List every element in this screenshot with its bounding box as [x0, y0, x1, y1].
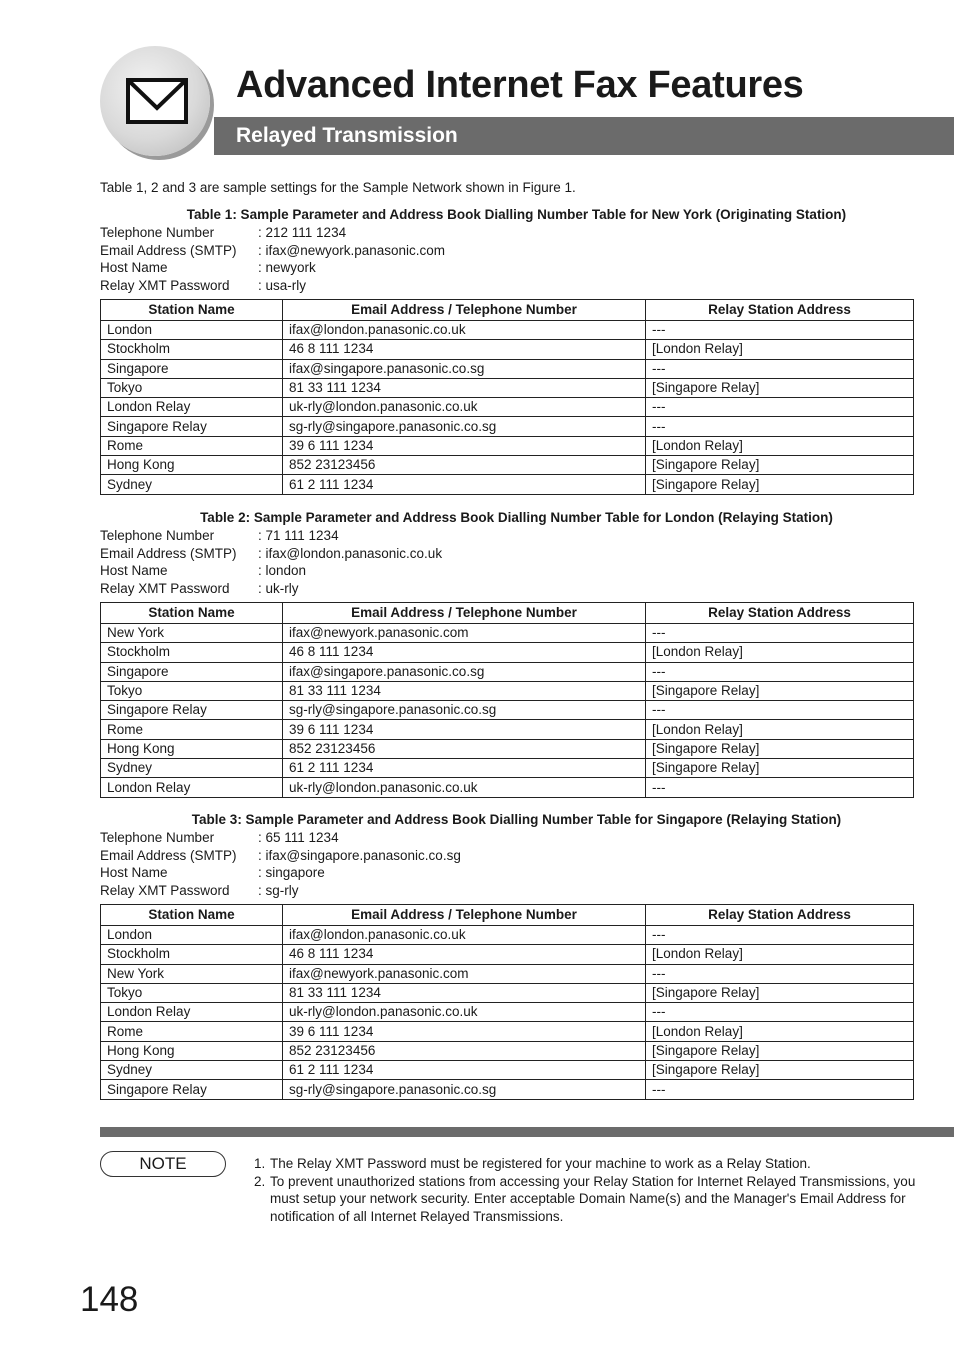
table-header-row — [101, 603, 914, 624]
relay-station-cell: [London Relay] — [646, 720, 914, 739]
envelope-icon — [126, 78, 188, 124]
relay-station-cell: --- — [646, 662, 914, 681]
table-row — [101, 720, 914, 739]
address-cell: ifax@newyork.panasonic.com — [283, 964, 646, 983]
param-row — [100, 562, 913, 580]
section-title: Relayed Transmission — [236, 124, 458, 147]
param-row — [100, 277, 913, 295]
param-label: Host Name — [100, 865, 168, 880]
note-badge: NOTE — [100, 1151, 226, 1177]
param-row — [100, 864, 913, 882]
table-caption: Table 1: Sample Parameter and Address Book Dialling Number Table for New York (Originating Station) — [186, 207, 847, 222]
page-number: 148 — [80, 1280, 139, 1319]
address-cell: uk-rly@london.panasonic.co.uk — [283, 1003, 646, 1022]
table-block-2 — [100, 509, 913, 798]
address-cell: 852 23123456 — [283, 456, 646, 475]
relay-station-cell: --- — [646, 778, 914, 797]
param-label: Email Address (SMTP) — [100, 847, 237, 863]
relay-station-cell: --- — [646, 359, 914, 378]
relay-station-cell: [Singapore Relay] — [646, 378, 914, 397]
param-row — [100, 527, 913, 545]
param-value: : usa-rly — [258, 277, 307, 293]
address-cell: ifax@singapore.panasonic.co.sg — [283, 662, 646, 681]
table-row — [101, 475, 914, 494]
address-book-table — [100, 904, 914, 1100]
param-value: : ifax@newyork.panasonic.com — [258, 242, 446, 258]
station-name-cell: Rome — [101, 436, 283, 455]
station-name-cell: Rome — [101, 720, 283, 739]
relay-station-cell: [London Relay] — [646, 643, 914, 662]
address-cell: 39 6 111 1234 — [283, 436, 646, 455]
table-row — [101, 1022, 914, 1041]
relay-station-cell: --- — [646, 321, 914, 340]
param-label: Email Address (SMTP) — [100, 545, 237, 561]
param-row — [100, 545, 913, 563]
table-caption: Table 3: Sample Parameter and Address Book Dialling Number Table for Singapore (Relaying Station) — [191, 812, 842, 827]
station-name-cell: Stockholm — [101, 945, 283, 964]
table-row — [101, 759, 914, 778]
table-row — [101, 436, 914, 455]
relay-station-cell: [Singapore Relay] — [646, 681, 914, 700]
relay-station-cell: [London Relay] — [646, 945, 914, 964]
table-row — [101, 681, 914, 700]
address-cell: 852 23123456 — [283, 739, 646, 758]
column-header: Email Address / Telephone Number — [283, 300, 646, 321]
table-header-row — [101, 905, 914, 926]
table-row — [101, 321, 914, 340]
relay-station-cell: --- — [646, 701, 914, 720]
station-name-cell: Singapore Relay — [101, 1080, 283, 1099]
table-row — [101, 417, 914, 436]
param-label: Host Name — [100, 260, 168, 275]
param-value: : 71 111 1234 — [258, 528, 339, 543]
column-header: Relay Station Address — [646, 603, 914, 624]
table-row — [101, 983, 914, 1002]
param-row — [100, 847, 913, 865]
station-parameters — [100, 224, 913, 294]
note-text: To prevent unauthorized stations from accessing your Relay Station for Internet Relayed Transmissions, you must setup your network security. Enter acceptable Domain Name(s) and the Manager's Email Address for notification of all Internet Relayed Transmissions. — [270, 1173, 916, 1224]
table-row — [101, 1003, 914, 1022]
station-name-cell: London Relay — [101, 1003, 283, 1022]
column-header: Relay Station Address — [646, 300, 914, 321]
relay-station-cell: [London Relay] — [646, 340, 914, 359]
param-row — [100, 224, 913, 242]
param-value: : ifax@london.panasonic.co.uk — [258, 545, 443, 561]
station-name-cell: Hong Kong — [101, 456, 283, 475]
station-name-cell: London — [101, 926, 283, 945]
address-cell: 81 33 111 1234 — [283, 983, 646, 1002]
param-label: Telephone Number — [100, 528, 215, 543]
relay-station-cell: --- — [646, 624, 914, 643]
address-cell: 61 2 111 1234 — [283, 1061, 646, 1080]
relay-station-cell: --- — [646, 1003, 914, 1022]
note-number: 2. — [254, 1173, 266, 1189]
note-item — [254, 1173, 919, 1226]
address-cell: 46 8 111 1234 — [283, 340, 646, 359]
address-cell: 39 6 111 1234 — [283, 720, 646, 739]
station-name-cell: Hong Kong — [101, 739, 283, 758]
station-name-cell: London Relay — [101, 398, 283, 417]
station-name-cell: Tokyo — [101, 681, 283, 700]
address-cell: sg-rly@singapore.panasonic.co.sg — [283, 417, 646, 436]
station-name-cell: Tokyo — [101, 378, 283, 397]
param-value: : ifax@singapore.panasonic.co.sg — [258, 847, 461, 863]
station-name-cell: Sydney — [101, 759, 283, 778]
param-value: : sg-rly — [258, 882, 299, 898]
station-name-cell: New York — [101, 624, 283, 643]
station-name-cell: Singapore Relay — [101, 701, 283, 720]
station-name-cell: Singapore — [101, 359, 283, 378]
station-name-cell: London — [101, 321, 283, 340]
address-cell: ifax@singapore.panasonic.co.sg — [283, 359, 646, 378]
address-cell: ifax@london.panasonic.co.uk — [283, 321, 646, 340]
table-block-3 — [100, 811, 913, 1100]
note-list — [254, 1155, 919, 1225]
intro-text: Table 1, 2 and 3 are sample settings for the Sample Network shown in Figure 1. — [100, 180, 576, 195]
address-cell: uk-rly@london.panasonic.co.uk — [283, 398, 646, 417]
station-name-cell: Stockholm — [101, 340, 283, 359]
station-name-cell: London Relay — [101, 778, 283, 797]
table-row — [101, 926, 914, 945]
table-row — [101, 456, 914, 475]
relay-station-cell: --- — [646, 417, 914, 436]
station-name-cell: Sydney — [101, 475, 283, 494]
param-row — [100, 580, 913, 598]
table-block-1 — [100, 206, 913, 495]
param-value: : uk-rly — [258, 580, 299, 596]
column-header: Relay Station Address — [646, 905, 914, 926]
param-value: : london — [258, 563, 307, 578]
table-row — [101, 945, 914, 964]
table-row — [101, 701, 914, 720]
note-number: 1. — [254, 1156, 266, 1171]
station-name-cell: Tokyo — [101, 983, 283, 1002]
relay-station-cell: [Singapore Relay] — [646, 983, 914, 1002]
table-row — [101, 1041, 914, 1060]
address-book-table — [100, 602, 914, 798]
address-cell: ifax@newyork.panasonic.com — [283, 624, 646, 643]
station-name-cell: Hong Kong — [101, 1041, 283, 1060]
address-cell: 61 2 111 1234 — [283, 759, 646, 778]
table-row — [101, 662, 914, 681]
relay-station-cell: [London Relay] — [646, 1022, 914, 1041]
relay-station-cell: [Singapore Relay] — [646, 1041, 914, 1060]
page-title: Advanced Internet Fax Features — [236, 64, 804, 106]
table-header-row — [101, 300, 914, 321]
column-header: Station Name — [101, 603, 283, 624]
address-cell: 46 8 111 1234 — [283, 945, 646, 964]
table-row — [101, 1061, 914, 1080]
param-label: Relay XMT Password — [100, 277, 230, 293]
note-text: The Relay XMT Password must be registered for your machine to work as a Relay Station. — [270, 1156, 811, 1171]
relay-station-cell: [Singapore Relay] — [646, 456, 914, 475]
address-book-table — [100, 299, 914, 495]
param-value: : newyork — [258, 260, 316, 275]
table-caption: Table 2: Sample Parameter and Address Book Dialling Number Table for London (Relaying Station) — [200, 510, 833, 525]
param-row — [100, 259, 913, 277]
table-row — [101, 964, 914, 983]
column-header: Email Address / Telephone Number — [283, 603, 646, 624]
station-name-cell: Rome — [101, 1022, 283, 1041]
param-label: Host Name — [100, 563, 168, 578]
station-name-cell: Singapore — [101, 662, 283, 681]
table-row — [101, 778, 914, 797]
station-name-cell: Sydney — [101, 1061, 283, 1080]
param-row — [100, 242, 913, 260]
relay-station-cell: --- — [646, 926, 914, 945]
column-header: Station Name — [101, 905, 283, 926]
param-label: Telephone Number — [100, 225, 215, 240]
column-header: Email Address / Telephone Number — [283, 905, 646, 926]
chapter-icon-badge — [100, 46, 210, 156]
param-label: Relay XMT Password — [100, 882, 230, 898]
address-cell: 61 2 111 1234 — [283, 475, 646, 494]
param-label: Relay XMT Password — [100, 580, 230, 596]
station-name-cell: New York — [101, 964, 283, 983]
station-name-cell: Stockholm — [101, 643, 283, 662]
param-row — [100, 882, 913, 900]
param-row — [100, 829, 913, 847]
table-row — [101, 1080, 914, 1099]
relay-station-cell: [Singapore Relay] — [646, 475, 914, 494]
table-row — [101, 378, 914, 397]
address-cell: sg-rly@singapore.panasonic.co.sg — [283, 1080, 646, 1099]
table-row — [101, 643, 914, 662]
address-cell: sg-rly@singapore.panasonic.co.sg — [283, 701, 646, 720]
address-cell: 81 33 111 1234 — [283, 378, 646, 397]
table-row — [101, 398, 914, 417]
section-divider — [100, 1127, 954, 1137]
table-row — [101, 359, 914, 378]
address-cell: 852 23123456 — [283, 1041, 646, 1060]
address-cell: 81 33 111 1234 — [283, 681, 646, 700]
column-header: Station Name — [101, 300, 283, 321]
param-label: Telephone Number — [100, 830, 215, 845]
table-row — [101, 340, 914, 359]
relay-station-cell: [London Relay] — [646, 436, 914, 455]
note-item — [254, 1155, 919, 1173]
address-cell: 39 6 111 1234 — [283, 1022, 646, 1041]
relay-station-cell: --- — [646, 1080, 914, 1099]
table-row — [101, 624, 914, 643]
relay-station-cell: [Singapore Relay] — [646, 759, 914, 778]
station-parameters — [100, 527, 913, 597]
address-cell: ifax@london.panasonic.co.uk — [283, 926, 646, 945]
station-name-cell: Singapore Relay — [101, 417, 283, 436]
relay-station-cell: [Singapore Relay] — [646, 739, 914, 758]
param-value: : 212 111 1234 — [258, 225, 347, 240]
relay-station-cell: --- — [646, 964, 914, 983]
relay-station-cell: [Singapore Relay] — [646, 1061, 914, 1080]
param-value: : 65 111 1234 — [258, 830, 339, 845]
param-value: : singapore — [258, 865, 325, 880]
table-row — [101, 739, 914, 758]
param-label: Email Address (SMTP) — [100, 242, 237, 258]
station-parameters — [100, 829, 913, 899]
address-cell: uk-rly@london.panasonic.co.uk — [283, 778, 646, 797]
address-cell: 46 8 111 1234 — [283, 643, 646, 662]
relay-station-cell: --- — [646, 398, 914, 417]
